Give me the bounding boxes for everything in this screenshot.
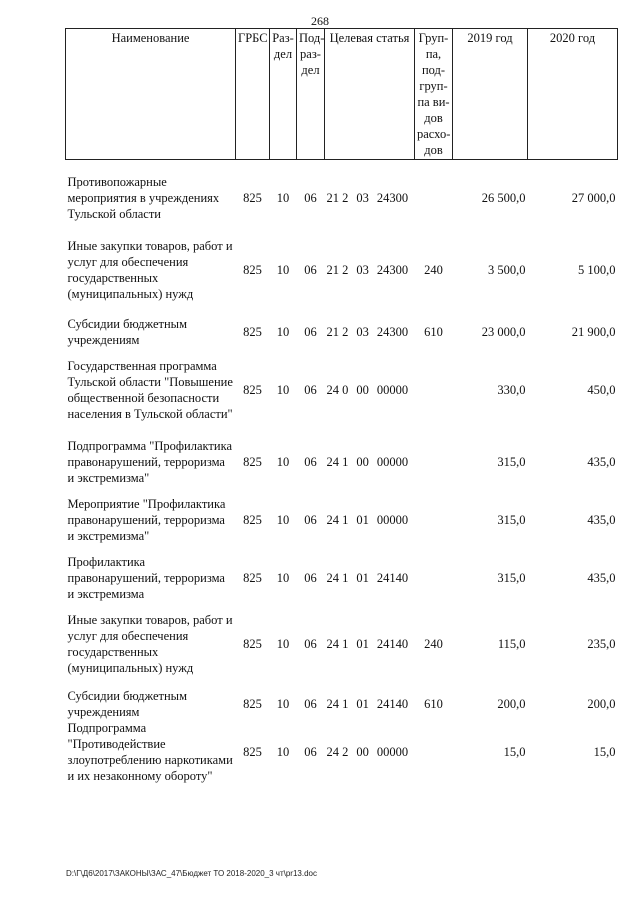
row-amount-2020: 200,0: [587, 697, 616, 711]
target-part-2: 01: [356, 571, 369, 585]
row-podrazdel: 06: [304, 455, 317, 469]
row-target: [325, 174, 415, 222]
row-amount-2020: 5 100,0: [578, 263, 616, 277]
row-grbs: 825: [243, 383, 262, 397]
row-spacer-cell: [66, 222, 618, 238]
row-spacer-cell: [66, 602, 618, 612]
row-name: Подпрограмма "Профилактика правонарушений, терроризма и экстремизма": [67, 439, 232, 485]
row-amount-2020: 435,0: [587, 513, 616, 527]
target-part-1: 24 1: [326, 697, 349, 711]
target-part-3: 00000: [376, 513, 409, 527]
row-spacer: [66, 676, 618, 688]
row-name: Мероприятие "Профилактика правонарушений, терроризма и экстремизма": [67, 497, 226, 543]
row-target: [325, 316, 415, 348]
target-part-1: 21 2: [326, 263, 349, 277]
target-part-1: 24 1: [326, 637, 349, 651]
row-spacer: [66, 544, 618, 554]
target-part-2: 01: [356, 513, 369, 527]
table-row: [66, 554, 618, 602]
row-spacer: [66, 602, 618, 612]
row-target: [325, 238, 415, 302]
target-part-1: 21 2: [326, 191, 349, 205]
target-part-3: 24140: [376, 697, 409, 711]
row-podrazdel: 06: [304, 263, 317, 277]
row-amount-2020: 235,0: [587, 637, 616, 651]
row-target: [325, 496, 415, 544]
table-body: [66, 160, 618, 785]
budget-sheet: [65, 28, 617, 784]
row-amount-2019: 200,0: [497, 697, 526, 711]
row-podrazdel: 06: [304, 513, 317, 527]
row-spacer-cell: [66, 486, 618, 496]
target-part-1: 24 1: [326, 513, 349, 527]
table-row: [66, 496, 618, 544]
header-name: Наименование: [66, 29, 236, 160]
row-group: 240: [424, 263, 443, 277]
row-podrazdel: 06: [304, 697, 317, 711]
row-name: Субсидии бюджетным учреждениям: [67, 689, 187, 719]
header-group: Груп- па, под- груп- па ви- дов расхо- дов: [415, 29, 453, 160]
header-podrazdel: Под- раз- дел: [297, 29, 325, 160]
target-part-3: 24140: [376, 571, 409, 585]
row-name: Противопожарные мероприятия в учреждениях Тульской области: [67, 175, 220, 221]
row-group: [415, 438, 453, 486]
row-group: 240: [424, 637, 443, 651]
row-group: [415, 496, 453, 544]
row-spacer-cell: [66, 160, 618, 175]
table-row: [66, 438, 618, 486]
table-row: [66, 612, 618, 676]
row-grbs: 825: [243, 697, 262, 711]
row-target: [325, 358, 415, 422]
table-row: [66, 688, 618, 720]
row-spacer-cell: [66, 348, 618, 358]
row-grbs: 825: [243, 455, 262, 469]
target-part-1: 24 2: [326, 745, 349, 759]
row-podrazdel: 06: [304, 745, 317, 759]
row-amount-2019: 330,0: [497, 383, 526, 397]
target-part-3: 24140: [376, 637, 409, 651]
row-name: Иные закупки товаров, работ и услуг для обеспечения государственных (муниципальных) нужд: [67, 613, 233, 675]
header-grbs: ГРБС: [236, 29, 270, 160]
row-grbs: 825: [243, 513, 262, 527]
page-number: 268: [311, 14, 329, 28]
row-group: [415, 554, 453, 602]
row-podrazdel: 06: [304, 325, 317, 339]
row-razdel: 10: [276, 263, 290, 277]
row-razdel: 10: [276, 697, 290, 711]
row-razdel: 10: [276, 571, 290, 585]
row-amount-2019: 26 500,0: [481, 191, 526, 205]
row-name: Государственная программа Тульской области "Повышение общественной безопасности населения в Тульской области": [67, 359, 233, 421]
target-part-3: 00000: [376, 745, 409, 759]
row-amount-2020: 15,0: [593, 745, 616, 759]
row-amount-2020: 27 000,0: [571, 191, 616, 205]
row-spacer: [66, 486, 618, 496]
target-part-2: 03: [356, 325, 369, 339]
row-target: [325, 554, 415, 602]
target-part-2: 00: [356, 455, 369, 469]
row-spacer-cell: [66, 676, 618, 688]
target-part-3: 24300: [376, 191, 409, 205]
row-spacer-cell: [66, 544, 618, 554]
target-part-3: 24300: [376, 325, 409, 339]
row-razdel: 10: [276, 383, 290, 397]
target-part-3: 00000: [376, 383, 409, 397]
row-group: [415, 358, 453, 422]
row-podrazdel: 06: [304, 637, 317, 651]
target-part-3: 24300: [376, 263, 409, 277]
row-name: Подпрограмма "Противодействие злоупотреблению наркотиками и их незаконному обороту": [67, 721, 233, 783]
row-spacer-cell: [66, 422, 618, 438]
row-amount-2019: 23 000,0: [481, 325, 526, 339]
row-grbs: 825: [243, 191, 262, 205]
target-part-1: 24 1: [326, 455, 349, 469]
target-part-2: 03: [356, 191, 369, 205]
row-amount-2019: 315,0: [497, 513, 526, 527]
row-target: [325, 438, 415, 486]
target-part-3: 00000: [376, 455, 409, 469]
row-razdel: 10: [276, 455, 290, 469]
row-grbs: 825: [243, 637, 262, 651]
table-row: [66, 358, 618, 422]
budget-table: [65, 28, 618, 784]
target-part-2: 03: [356, 263, 369, 277]
header-2019: 2019 год: [453, 29, 528, 160]
table-row: [66, 720, 618, 784]
row-spacer: [66, 348, 618, 358]
row-name: Профилактика правонарушений, терроризма и экстремизма: [67, 555, 225, 601]
table-header-row: [66, 29, 618, 160]
row-grbs: 825: [243, 745, 262, 759]
row-amount-2019: 3 500,0: [488, 263, 526, 277]
row-target: [325, 720, 415, 784]
row-amount-2020: 450,0: [587, 383, 616, 397]
target-part-1: 21 2: [326, 325, 349, 339]
row-spacer-cell: [66, 302, 618, 316]
row-group: 610: [424, 325, 443, 339]
row-spacer: [66, 160, 618, 175]
target-part-1: 24 0: [326, 383, 349, 397]
row-razdel: 10: [276, 325, 290, 339]
row-group: 610: [424, 697, 443, 711]
row-group: [415, 174, 453, 222]
row-razdel: 10: [276, 637, 290, 651]
table-row: [66, 174, 618, 222]
row-grbs: 825: [243, 325, 262, 339]
row-amount-2019: 115,0: [497, 637, 526, 651]
row-name: Субсидии бюджетным учреждениям: [67, 317, 187, 347]
row-amount-2020: 435,0: [587, 571, 616, 585]
table-row: [66, 238, 618, 302]
row-amount-2019: 315,0: [497, 455, 526, 469]
target-part-2: 01: [356, 697, 369, 711]
file-path-footer: D:\Г\Д6\2017\ЗАКОНЫ\ЗАС_47\Бюджет ТО 2018-2020_3 чт\pr13.doc: [66, 869, 317, 878]
header-2020: 2020 год: [528, 29, 618, 160]
row-podrazdel: 06: [304, 383, 317, 397]
header-razdel: Раз- дел: [270, 29, 297, 160]
row-podrazdel: 06: [304, 191, 317, 205]
row-spacer: [66, 422, 618, 438]
row-amount-2020: 435,0: [587, 455, 616, 469]
header-target: Целевая статья: [325, 29, 415, 160]
row-razdel: 10: [276, 191, 290, 205]
row-podrazdel: 06: [304, 571, 317, 585]
row-spacer: [66, 302, 618, 316]
row-razdel: 10: [276, 745, 290, 759]
row-amount-2019: 15,0: [503, 745, 526, 759]
row-amount-2019: 315,0: [497, 571, 526, 585]
target-part-2: 00: [356, 745, 369, 759]
target-part-1: 24 1: [326, 571, 349, 585]
table-row: [66, 316, 618, 348]
target-part-2: 00: [356, 383, 369, 397]
row-grbs: 825: [243, 263, 262, 277]
target-part-2: 01: [356, 637, 369, 651]
row-name: Иные закупки товаров, работ и услуг для обеспечения государственных (муниципальных) нужд: [67, 239, 233, 301]
row-amount-2020: 21 900,0: [571, 325, 616, 339]
row-target: [325, 612, 415, 676]
row-group: [415, 720, 453, 784]
row-spacer: [66, 222, 618, 238]
row-grbs: 825: [243, 571, 262, 585]
row-target: [325, 688, 415, 720]
row-razdel: 10: [276, 513, 290, 527]
